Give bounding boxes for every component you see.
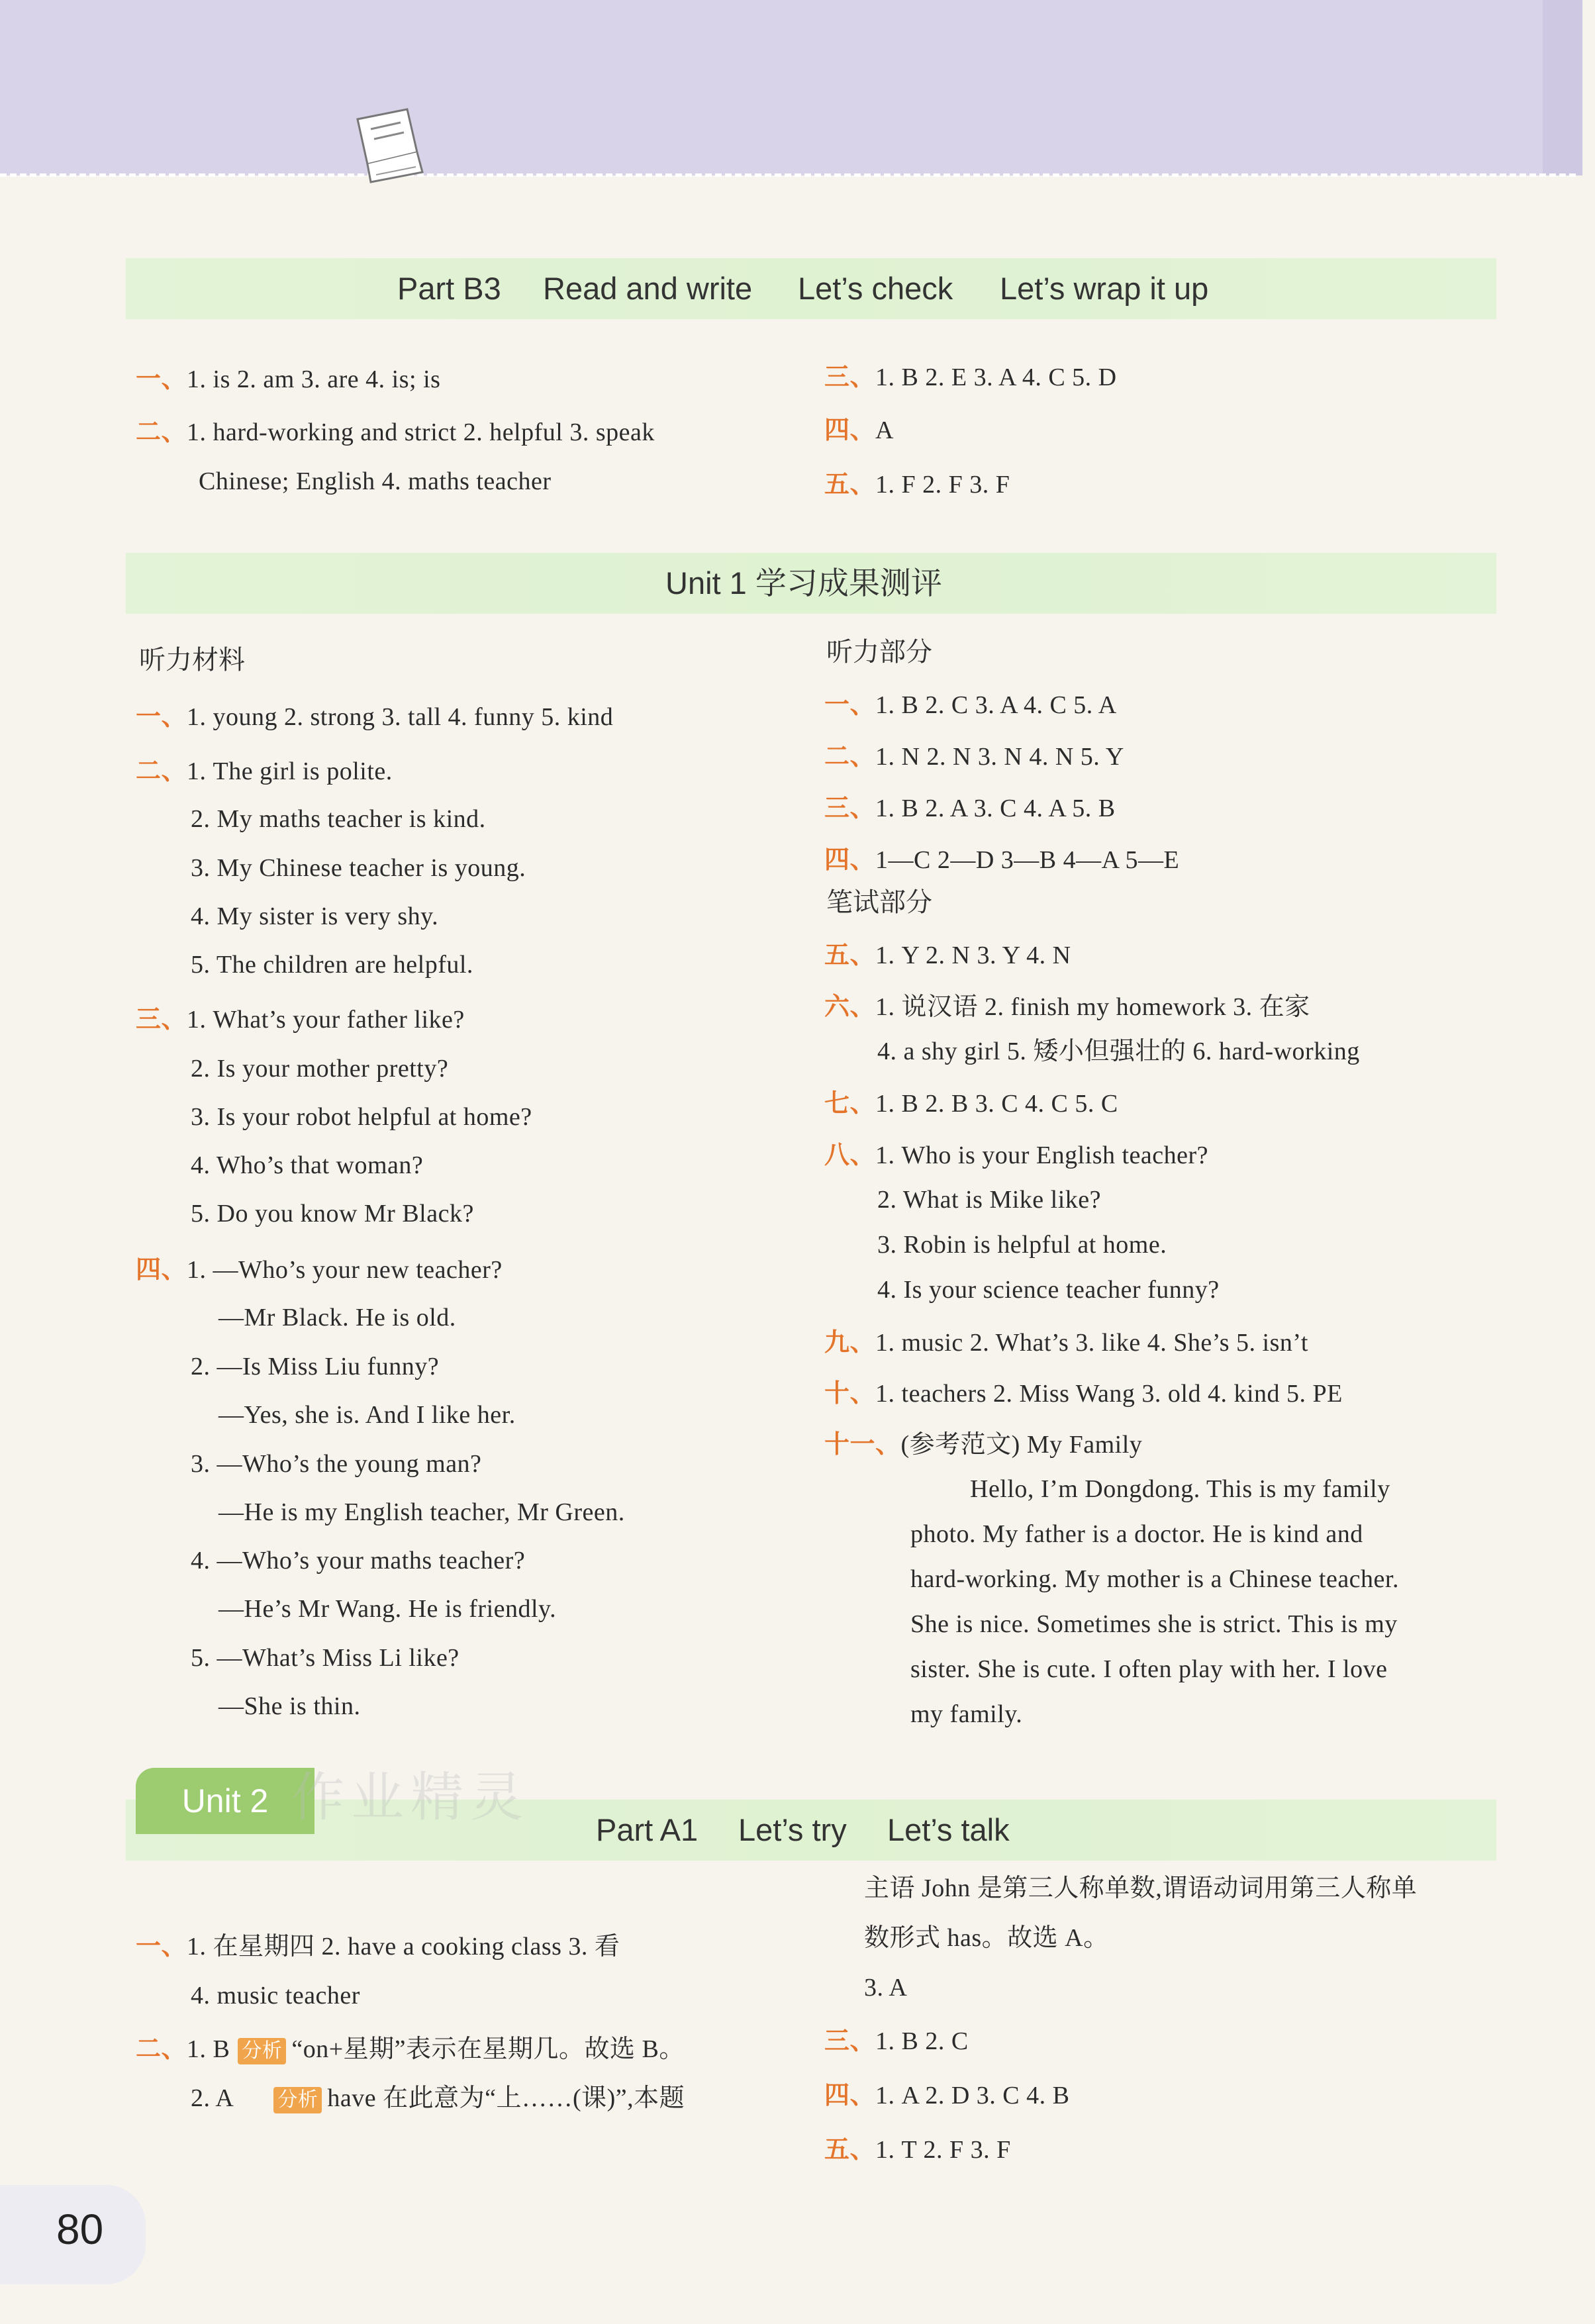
- question-marker: 二、: [136, 2034, 187, 2063]
- answer-line: [824, 2025, 969, 2057]
- unit-tab: [136, 1768, 314, 1834]
- answer-line: [824, 2133, 1011, 2166]
- answer-text: 1. B 2. C: [875, 2027, 969, 2055]
- question-marker: 一、: [136, 1931, 187, 1961]
- question-marker: 六、: [824, 992, 876, 1021]
- answer-text: A: [875, 416, 894, 444]
- question-marker: 五、: [824, 940, 876, 969]
- question-marker: 一、: [136, 702, 187, 731]
- question-marker: 十一、: [824, 1429, 901, 1459]
- answer-line: [824, 414, 894, 446]
- answer-line: [824, 740, 1124, 773]
- answer-line: [824, 939, 1071, 971]
- answer-line: [136, 1253, 503, 1286]
- dashed-divider: [0, 173, 1576, 177]
- answer-item: 3. My Chinese teacher is young.: [191, 854, 526, 882]
- answer-item: 3. Robin is helpful at home.: [877, 1231, 1167, 1259]
- answer-line: [824, 844, 1179, 876]
- answer-text: 1. F 2. F 3. F: [875, 471, 1010, 499]
- answer-text: 1. young 2. strong 3. tall 4. funny 5. kind: [187, 703, 614, 731]
- answer-text: 1. B 2. E 3. A 4. C 5. D: [875, 363, 1117, 391]
- answer-text: 1. The girl is polite.: [187, 757, 393, 785]
- section-title-lets-try: Let’s try: [738, 1812, 847, 1847]
- section-title-lets-check: Let’s check: [798, 271, 953, 306]
- answer-text: 1. B 2. B 3. C 4. C 5. C: [875, 1090, 1118, 1118]
- answer-line: [824, 468, 1010, 501]
- question-marker: 四、: [136, 1255, 187, 1284]
- essay-line: photo. My father is a doctor. He is kind and: [910, 1520, 1363, 1548]
- header-band: [0, 0, 1576, 175]
- question-marker: 二、: [136, 417, 187, 446]
- question-marker: 十、: [824, 1379, 876, 1408]
- answer-text: 1. 在星期四 2. have a cooking class 3. 看: [187, 1933, 620, 1961]
- answer-item: 3. A: [864, 1974, 908, 2002]
- page-fold: [1543, 0, 1582, 175]
- answer-continuation: Chinese; English 4. maths teacher: [199, 467, 552, 495]
- answer-text: 1. teachers 2. Miss Wang 3. old 4. kind 5. PE: [875, 1380, 1343, 1408]
- answer-line: [136, 2033, 685, 2065]
- answer-item: —She is thin.: [218, 1692, 361, 1720]
- analysis-text: “on+星期”表示在星期几。故选 B。: [291, 2035, 685, 2063]
- answer-text: 1—C 2—D 3—B 4—A 5—E: [875, 846, 1180, 874]
- answer-text: 1. A 2. D 3. C 4. B: [875, 2082, 1070, 2109]
- analysis-tag: 分析: [238, 2038, 286, 2064]
- answer-text: 1. hard-working and strict 2. helpful 3. speak: [187, 418, 655, 446]
- answer-line: [136, 416, 655, 448]
- essay-line: my family.: [910, 1700, 1023, 1728]
- answer-item: —He is my English teacher, Mr Green.: [218, 1498, 625, 1526]
- answer-line: [824, 1139, 1208, 1171]
- analysis-continuation: 数形式 has。故选 A。: [864, 1924, 1109, 1952]
- watermark: 作业精灵: [291, 1767, 530, 1828]
- unit-tab-label: Unit 2: [181, 1782, 269, 1819]
- answer-item: 4. Who’s that woman?: [191, 1151, 424, 1179]
- logo-stamp: [344, 106, 430, 189]
- question-marker: 二、: [136, 756, 187, 785]
- answer-item: 2. My maths teacher is kind.: [191, 805, 486, 833]
- section-title-part: Part A1: [596, 1812, 699, 1847]
- section-bar-part-b3: [126, 258, 1496, 319]
- answer-text: 1. is 2. am 3. are 4. is; is: [187, 365, 441, 393]
- question-marker: 二、: [824, 742, 876, 771]
- page-number: 80: [56, 2205, 104, 2253]
- answer-item: —Mr Black. He is old.: [218, 1304, 456, 1331]
- question-marker: 七、: [824, 1089, 876, 1118]
- answer-line: [824, 792, 1116, 824]
- answer-line: [136, 363, 440, 395]
- answer-text: 2. A: [191, 2084, 234, 2112]
- answer-item: 4. —Who’s your maths teacher?: [191, 1547, 526, 1574]
- answer-item: 4. Is your science teacher funny?: [877, 1276, 1220, 1304]
- answer-text: 1. N 2. N 3. N 4. N 5. Y: [875, 743, 1124, 771]
- section-title-lets-talk: Let’s talk: [887, 1812, 1010, 1847]
- answer-line: [824, 361, 1117, 393]
- answer-item: 2. Is your mother pretty?: [191, 1055, 449, 1083]
- analysis-continuation: 主语 John 是第三人称单数,谓语动词用第三人称单: [864, 1874, 1418, 1902]
- answer-continuation: 4. music teacher: [191, 1982, 360, 2009]
- section-title-part: Part B3: [397, 271, 501, 306]
- answer-line: [824, 689, 1117, 721]
- question-marker: 五、: [824, 469, 876, 499]
- answer-item: 3. Is your robot helpful at home?: [191, 1103, 532, 1131]
- answer-line: [824, 2079, 1070, 2111]
- essay-line: Hello, I’m Dongdong. This is my family: [970, 1475, 1390, 1503]
- analysis-text: have 在此意为“上……(课)”,本题: [327, 2084, 685, 2112]
- answer-line: [136, 1003, 465, 1036]
- analysis-tag: 分析: [273, 2087, 322, 2113]
- question-marker: 四、: [824, 415, 876, 444]
- answer-line: [824, 1326, 1308, 1359]
- answer-text: 1. T 2. F 3. F: [875, 2136, 1011, 2164]
- question-marker: 四、: [824, 2080, 876, 2109]
- heading-listening-material: 听力材料: [139, 645, 245, 675]
- question-marker: 八、: [824, 1140, 876, 1169]
- section-bar-unit1-test: [126, 553, 1496, 614]
- answer-text: 1. Y 2. N 3. Y 4. N: [875, 942, 1071, 969]
- answer-line: [824, 1087, 1118, 1120]
- essay-line: hard-working. My mother is a Chinese teacher.: [910, 1565, 1399, 1593]
- answer-continuation: 4. a shy girl 5. 矮小但强壮的 6. hard-working: [877, 1038, 1360, 1065]
- answer-text: 1. B 2. A 3. C 4. A 5. B: [875, 795, 1116, 822]
- answer-line: [136, 755, 393, 787]
- answer-text: 1. Who is your English teacher?: [875, 1141, 1209, 1169]
- question-marker: 三、: [824, 2026, 876, 2055]
- answer-line: [824, 1377, 1343, 1410]
- question-marker: 三、: [824, 793, 876, 822]
- question-marker: 一、: [136, 364, 187, 393]
- question-marker: 四、: [824, 845, 876, 874]
- answer-line: [824, 1428, 1142, 1461]
- question-marker: 一、: [824, 690, 876, 719]
- essay-line: sister. She is cute. I often play with her. I love: [910, 1655, 1388, 1683]
- question-marker: 三、: [136, 1004, 187, 1034]
- answer-item: 5. —What’s Miss Li like?: [191, 1644, 459, 1672]
- heading-written-part: 笔试部分: [826, 887, 932, 918]
- answer-text: (参考范文) My Family: [900, 1431, 1143, 1459]
- answer-item: 4. My sister is very shy.: [191, 902, 439, 930]
- answer-item: 2. What is Mike like?: [877, 1186, 1102, 1214]
- answer-text: 1. B 2. C 3. A 4. C 5. A: [875, 691, 1117, 719]
- answer-item: —He’s Mr Wang. He is friendly.: [218, 1595, 557, 1623]
- answer-line: [824, 991, 1310, 1023]
- answer-item: —Yes, she is. And I like her.: [218, 1401, 516, 1429]
- answer-text: 1. 说汉语 2. finish my homework 3. 在家: [875, 993, 1310, 1021]
- heading-listening-part: 听力部分: [826, 637, 932, 667]
- section-title: Unit 1 学习成果测评: [665, 565, 942, 601]
- answer-text: 1. music 2. What’s 3. like 4. She’s 5. isn’t: [875, 1329, 1308, 1357]
- question-marker: 五、: [824, 2135, 876, 2164]
- answer-item: 5. Do you know Mr Black?: [191, 1200, 474, 1228]
- question-marker: 九、: [824, 1328, 876, 1357]
- answer-item: [191, 2082, 685, 2114]
- answer-item: 3. —Who’s the young man?: [191, 1450, 482, 1478]
- answer-text: 1. —Who’s your new teacher?: [187, 1256, 503, 1284]
- answer-line: [136, 701, 613, 733]
- answer-item: 2. —Is Miss Liu funny?: [191, 1353, 440, 1380]
- answer-line: [136, 1930, 620, 1962]
- answer-text: 1. B: [187, 2035, 230, 2063]
- section-title-wrap-up: Let’s wrap it up: [1000, 271, 1209, 306]
- answer-text: 1. What’s your father like?: [187, 1006, 465, 1034]
- question-marker: 三、: [824, 362, 876, 391]
- essay-line: She is nice. Sometimes she is strict. This is my: [910, 1610, 1398, 1638]
- answer-item: 5. The children are helpful.: [191, 951, 473, 979]
- section-title-read-write: Read and write: [543, 271, 753, 306]
